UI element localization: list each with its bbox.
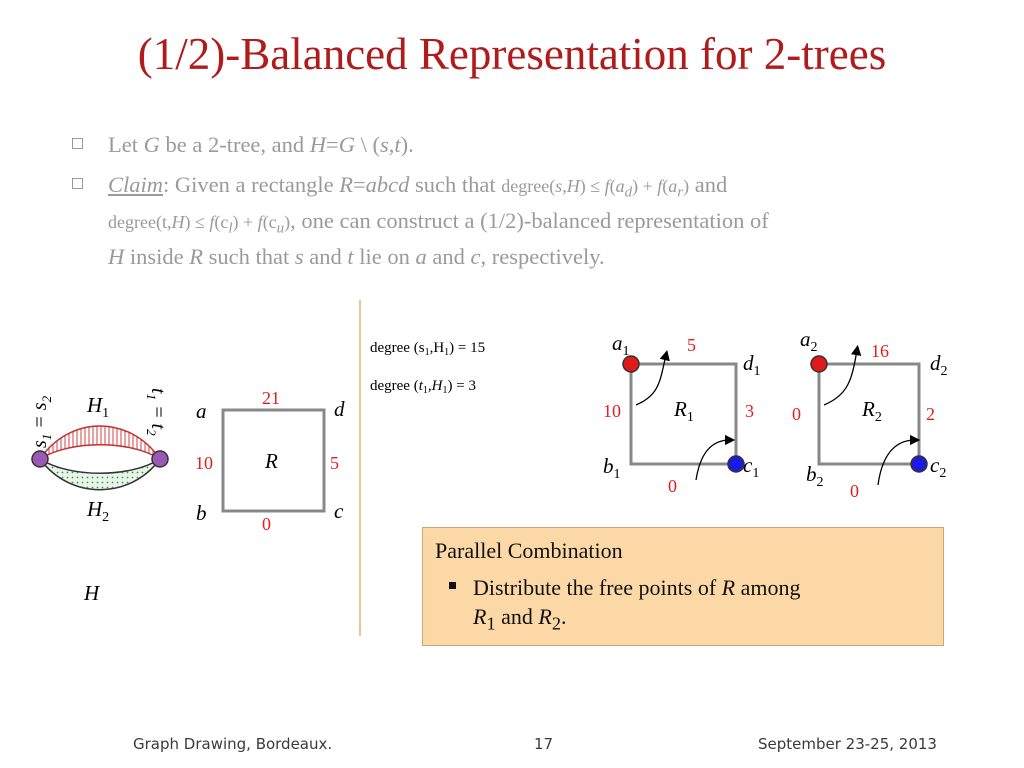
degree-s-condition: degree(s,H) ≤ $f(a_d) + f(a_r)$: [501, 175, 690, 201]
top-count: 21: [262, 388, 280, 408]
H2-label: $H_2$: [87, 497, 110, 525]
var-s: s: [379, 132, 389, 157]
footer-left: Graph Drawing, Bordeaux.: [133, 735, 333, 753]
H1-label: $H_1$: [87, 393, 110, 421]
bullet-square-icon: [449, 582, 456, 589]
rectangle-R: [195, 388, 345, 534]
text: \ (: [354, 132, 380, 157]
subscript: 2: [551, 612, 562, 633]
text: : Given a rectangle: [163, 171, 340, 197]
corner-d1: $d_1$: [743, 351, 761, 379]
vertex-t2: [911, 456, 927, 472]
s-label: $s_1 = s_2$: [29, 395, 54, 448]
corner-a2: $a_2$: [800, 327, 818, 355]
top-count-2: 16: [871, 341, 889, 361]
text: and: [426, 243, 471, 269]
box-heading: Parallel Combination: [435, 538, 623, 563]
arrow-s2: [824, 350, 857, 405]
box-item: [435, 574, 931, 636]
right-count: 5: [330, 453, 339, 473]
rectangle-R1: [603, 331, 761, 496]
corner-b1: $b_1$: [603, 454, 621, 482]
text: .: [561, 603, 567, 629]
vertex-s2: [811, 356, 827, 372]
var-R1: R: [473, 603, 487, 629]
vertex-s: [32, 451, 48, 467]
right-count-2: 2: [926, 404, 935, 424]
bottom-count-1: 0: [668, 476, 677, 496]
graph-H: [29, 388, 169, 605]
text: such that: [203, 243, 295, 269]
region-H2: [40, 459, 160, 490]
var-G: G: [143, 132, 160, 157]
corner-b: b: [196, 501, 207, 525]
H-label: H: [84, 581, 100, 605]
t-label: $t_1 = t_2$: [144, 388, 169, 436]
text: and: [689, 171, 728, 197]
text: ,: [388, 132, 395, 157]
var-abcd: abcd: [365, 171, 410, 197]
var-c: c: [470, 243, 481, 269]
var-t: t: [347, 243, 354, 269]
text: inside: [124, 243, 190, 269]
text: , one can construct a (1/2)-balanced representation of: [290, 207, 769, 233]
vertex-t1: [728, 456, 744, 472]
subscript: 1: [486, 612, 496, 633]
var-R: R: [189, 243, 203, 269]
var-H: H: [108, 243, 125, 269]
var-H: H: [309, 132, 327, 157]
var-R2: R: [538, 603, 552, 629]
claim-label: Claim: [108, 171, 164, 197]
corner-c: c: [334, 499, 344, 523]
text: and: [303, 243, 348, 269]
R-label: R: [265, 449, 278, 473]
parallel-combination-box: [422, 527, 944, 646]
corner-a: a: [196, 399, 207, 423]
arrow-t1: [696, 440, 730, 480]
left-count: 10: [195, 453, 213, 473]
text: and: [495, 603, 539, 629]
text: lie on: [353, 243, 416, 269]
R1-label: $R_1$: [674, 397, 694, 425]
corner-d: d: [334, 397, 345, 421]
footer-right: September 23-25, 2013: [758, 735, 937, 753]
top-count-1: 5: [687, 335, 696, 355]
R2-label: $R_2$: [862, 397, 882, 425]
footer-page-number: 17: [534, 735, 554, 753]
text: among: [735, 575, 801, 600]
corner-c1: $c_1$: [743, 453, 760, 481]
region-H1: [40, 426, 160, 459]
text: ).: [400, 132, 414, 157]
var-s: s: [294, 243, 304, 269]
text: =: [352, 171, 366, 197]
corner-d2: $d_2$: [930, 351, 948, 379]
corner-a1: $a_1$: [612, 331, 630, 359]
text: , respectively.: [480, 243, 605, 269]
text: Distribute the free points of: [473, 575, 722, 600]
slide-title: (1/2)-Balanced Representation for 2-trees: [137, 29, 887, 79]
var-G: G: [338, 132, 355, 157]
left-count-1: 10: [603, 401, 621, 421]
bottom-count-2: 0: [850, 481, 859, 501]
bottom-count: 0: [262, 514, 271, 534]
text: Let: [108, 132, 144, 157]
degree-t1: degree $(t_1,H_1) = 3$: [370, 378, 476, 396]
corner-c2: $c_2$: [930, 453, 947, 481]
var-t: t: [394, 132, 401, 157]
left-count-2: 0: [792, 404, 801, 424]
rectangle-R2: [792, 327, 948, 501]
vertex-t: [152, 451, 168, 467]
right-count-1: 3: [745, 401, 754, 421]
corner-b2: $b_2$: [806, 462, 824, 490]
var-R: R: [339, 171, 353, 197]
degree-t-condition: degree(t,H) ≤ $f(c_l) + f(c_u)$: [108, 211, 291, 237]
text: be a 2-tree, and: [159, 132, 310, 157]
text: such that: [409, 171, 502, 197]
var-a: a: [415, 243, 427, 269]
text: =: [326, 132, 339, 157]
degree-s1: degree $(s_1,H_1) = 15$: [370, 340, 486, 358]
var-R: R: [721, 575, 736, 600]
